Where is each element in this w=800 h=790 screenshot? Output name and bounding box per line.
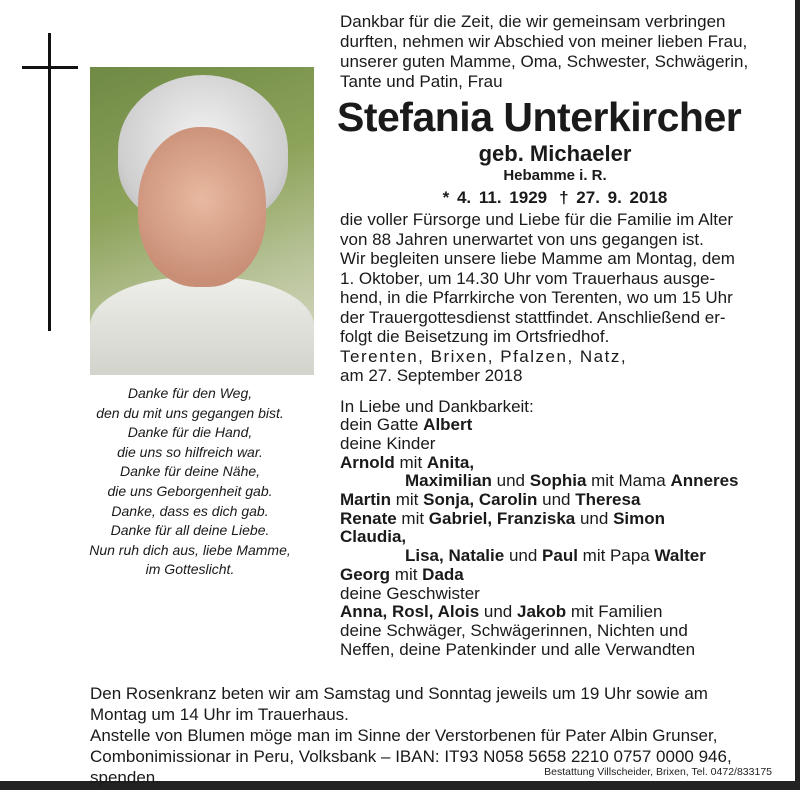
family-text: mit Papa: [577, 546, 655, 566]
family-name: Renate: [340, 508, 397, 528]
family-text: mit: [394, 452, 427, 472]
family-line: [340, 491, 790, 510]
family-text: dein Gatte: [340, 415, 424, 435]
birth-date: * 4. 11. 1929: [442, 188, 548, 207]
family-name: Anneres: [670, 471, 739, 491]
poem-line: im Gotteslicht.: [145, 561, 235, 578]
family-text: deine Kinder: [340, 433, 436, 453]
family-text: und: [537, 490, 576, 510]
family-name: Anita,: [426, 452, 475, 472]
family-line: [340, 547, 790, 566]
family-line: [340, 472, 790, 491]
cross-icon-bar: [22, 66, 78, 69]
family-line: [340, 641, 790, 660]
footer-line: Montag um 14 Uhr im Trauerhaus.: [90, 705, 349, 724]
body-line: folgt die Beisetzung im Ortsfriedhof.: [340, 327, 610, 346]
family-line: [340, 454, 790, 473]
family-name: Albert: [423, 415, 473, 435]
date: am 27. September 2018: [340, 366, 523, 385]
family-line: [340, 528, 790, 547]
family-text: Neffen, deine Patenkinder und alle Verwandten: [340, 639, 696, 659]
family-text: In Liebe und Dankbarkeit:: [340, 396, 534, 416]
body-line: hend, in die Pfarrkirche von Terenten, wo um 15 Uhr: [340, 288, 733, 307]
family-name: Martin: [340, 490, 391, 510]
footer-line: spenden.: [90, 768, 160, 787]
family-line: [340, 510, 790, 529]
body-line: von 88 Jahren unerwartet von uns gegangen ist.: [340, 229, 704, 249]
intro: [340, 12, 790, 92]
intro-line: durften, nehmen wir Abschied von meiner lieben Frau,: [340, 32, 748, 51]
family-name: Sonja, Carolin: [423, 490, 538, 510]
announcement: [340, 210, 790, 386]
border-right: [795, 0, 800, 790]
family-text: und: [575, 508, 614, 528]
photo-body: [90, 277, 314, 375]
intro-line: Tante und Patin, Frau: [340, 72, 503, 91]
family-line: [340, 603, 790, 622]
family-text: mit: [391, 490, 424, 510]
poem-line: Nun ruh dich aus, liebe Mamme,: [89, 541, 291, 558]
family-name: Walter: [654, 546, 706, 566]
family-name: Anna, Rosl, Alois: [340, 602, 480, 622]
poem-line: den du mit uns gegangen bist.: [96, 404, 284, 421]
footer-line: Combonimissionar in Peru, Volksbank – IBAN: IT93 N058 5658 2210 0757 0000 946,: [90, 747, 732, 766]
family-name: Maximilian: [405, 471, 492, 491]
family-name: Gabriel, Franziska: [428, 508, 576, 528]
family-text: und: [479, 602, 517, 622]
body-line: Wir begleiten unsere liebe Mamme am Montag, dem: [340, 249, 735, 268]
family-line: [340, 435, 790, 454]
poem-line: Danke für die Hand,: [127, 424, 253, 441]
dates: [340, 186, 770, 210]
family-text: deine Schwäger, Schwägerinnen, Nichten und: [340, 620, 688, 640]
body-line: die voller Fürsorge und Liebe für die Familie im Alter: [340, 210, 734, 229]
family-name: Lisa, Natalie: [405, 546, 505, 566]
family-name: Paul: [542, 546, 578, 566]
intro-line: unserer guten Mamme, Oma, Schwester, Schwägerin,: [340, 52, 749, 71]
poem-line: Danke für deine Nähe,: [119, 463, 261, 480]
family-text: mit: [396, 508, 429, 528]
funeral-home-credit: Bestattung Villscheider, Brixen, Tel. 0472/833175: [544, 766, 772, 778]
poem-line: die uns Geborgenheit gab.: [107, 482, 273, 499]
portrait-photo: [90, 67, 314, 375]
family-name: Theresa: [575, 490, 641, 510]
family-list: [340, 398, 790, 660]
profession: Hebamme i. R.: [503, 167, 607, 184]
family-text: mit: [390, 564, 423, 584]
footer-line: Anstelle von Blumen möge man im Sinne der Verstorbenen für Pater Albin Grunser,: [90, 726, 718, 745]
poem-line: Danke, dass es dich gab.: [111, 502, 269, 519]
family-name: Dada: [422, 564, 464, 584]
family-line: [340, 416, 790, 435]
body-line: 1. Oktober, um 14.30 Uhr vom Trauerhaus ausge-: [340, 268, 716, 288]
family-name: Arnold: [340, 452, 395, 472]
poem-line: Danke für all deine Liebe.: [110, 522, 270, 539]
family-name: Claudia,: [340, 527, 407, 547]
poem: [88, 384, 292, 580]
family-name: Simon: [613, 508, 666, 528]
cross-icon: [48, 33, 51, 331]
death-date: † 27. 9. 2018: [559, 188, 668, 207]
family-name: Sophia: [529, 471, 587, 491]
family-line: [340, 622, 790, 641]
main-text: [337, 12, 790, 659]
family-text: und: [504, 546, 543, 566]
family-line: [340, 585, 790, 604]
family-line: [340, 398, 790, 417]
poem-line: die uns so hilfreich war.: [117, 443, 263, 460]
intro-line: Dankbar für die Zeit, die wir gemeinsam verbringen: [340, 12, 726, 31]
family-text: und: [491, 471, 530, 491]
poem-line: Danke für den Weg,: [127, 385, 253, 401]
place: Terenten, Brixen, Pfalzen, Natz,: [340, 346, 628, 366]
family-line: [340, 566, 790, 585]
family-text: mit Mama: [586, 471, 671, 491]
photo-face: [138, 127, 266, 287]
family-name: Georg: [340, 564, 391, 584]
footer-line: Den Rosenkranz beten wir am Samstag und Sonntag jeweils um 19 Uhr sowie am: [90, 684, 708, 703]
family-name: Jakob: [516, 602, 567, 622]
deceased-name: Stefania Unterkircher: [337, 94, 742, 140]
body-line: der Trauergottesdienst stattfindet. Anschließend er-: [340, 307, 726, 327]
family-text: deine Geschwister: [340, 583, 480, 603]
maiden-name: geb. Michaeler: [478, 141, 632, 166]
family-text: mit Familien: [566, 602, 663, 622]
